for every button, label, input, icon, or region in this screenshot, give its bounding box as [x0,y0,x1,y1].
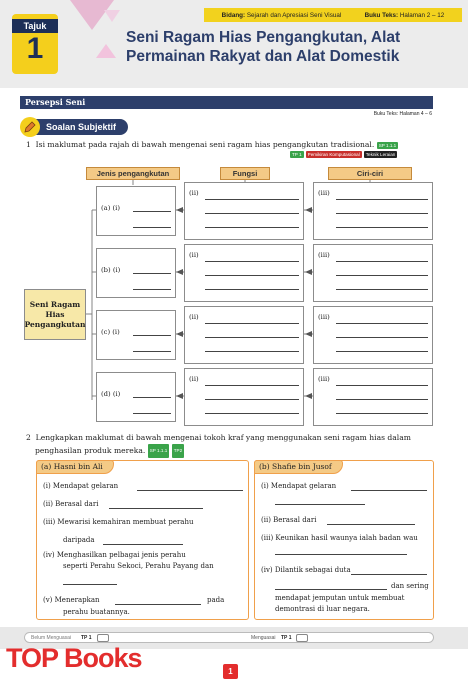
row-b-label: (b) (i) [101,266,121,274]
answer-line[interactable] [205,289,299,290]
a-item-3: (iii) Mewarisi kemahiran membuat perahu [43,518,194,526]
b-item-1: (i) Mendapat gelaran [261,482,337,490]
soalan-label: Soalan Subjektif [34,119,128,135]
answer-line[interactable] [336,227,428,228]
bidang-label: Bidang: [221,11,246,19]
panel-hasni [36,460,249,620]
mastery-strip [24,632,434,643]
b-item-4-cont1: mendapat jemputan untuk membuat [275,594,405,602]
answer-line[interactable] [275,504,365,505]
box-d-ciri [313,368,433,426]
a-item-4: (iv) Menghasilkan pelbagai jenis perahu [43,551,186,559]
answer-line[interactable] [351,574,427,575]
pencil-icon [20,117,40,137]
answer-line[interactable] [205,351,299,352]
a-item-5-pada: pada [207,596,225,604]
box-b-fungsi [184,244,304,302]
b-item-2: (ii) Berasal dari [261,516,317,524]
q2-number: 2 [26,433,31,442]
box-d-jenis [96,372,176,422]
q2-text-line-2: penghasilan produk mereka. [35,446,146,455]
answer-line[interactable] [336,385,428,386]
answer-line[interactable] [336,351,428,352]
b-item-4: (iv) Dilantik sebagai duta [261,566,351,574]
topbooks-logo [6,643,142,674]
question-2 [26,432,440,458]
answer-line[interactable] [205,227,299,228]
tag-teknik: Teknik Leraian [365,152,396,157]
ciri-label: (iii) [318,251,330,259]
answer-line[interactable] [351,490,427,491]
col-head-jenis: Jenis pengangkutan [86,167,180,180]
answer-line[interactable] [205,337,299,338]
answer-line[interactable] [336,337,428,338]
box-d-fungsi [184,368,304,426]
logo-top: TOP [6,643,59,673]
row-c-label: (c) (i) [101,328,120,336]
answer-line[interactable] [336,289,428,290]
box-c-ciri [313,306,433,364]
b-item-4-cont2: demontrasi di luar negara. [275,605,370,613]
title-line-2: Permainan Rakyat dan Alat Domestik [126,48,400,65]
chapter-label: Tajuk [12,19,58,33]
col-head-ciri: Ciri-ciri [328,167,412,180]
answer-line[interactable] [336,213,428,214]
q1-number: 1 [26,140,31,149]
q2-tp: TP2 [172,444,184,458]
answer-line[interactable] [205,385,299,386]
panel-shafie [254,460,434,620]
answer-line[interactable] [133,351,171,352]
belum-tp-label: TP 1 [81,635,92,641]
menguasai-checkbox[interactable] [296,634,308,642]
row-a-label: (a) (i) [101,204,120,212]
b-item-3: (iii) Keunikan hasil waunya ialah badan wau [261,534,418,542]
a-item-2: (ii) Berasal dari [43,500,99,508]
belum-checkbox[interactable] [97,634,109,642]
answer-line[interactable] [133,413,171,414]
tag-tp: TP 1 [292,152,302,157]
b-item-4-sering: dan sering [391,582,429,590]
section-buku-teks: Buku Teks: Halaman 4 – 6 [373,111,432,117]
root-line-3: Pengangkutan [24,319,86,329]
root-line-1: Seni Ragam [29,299,81,309]
fungsi-label: (ii) [189,375,199,383]
q2-text-line-1: Lengkapkan maklumat di bawah mengenai tokoh kraf yang menggunakan seni ragam hias dalam [35,433,411,442]
answer-line[interactable] [63,584,117,585]
answer-line[interactable] [336,275,428,276]
answer-line[interactable] [336,399,428,400]
bidang-value: Sejarah dan Apresiasi Seni Visual [246,11,342,19]
root-line-2: Hias [45,309,65,319]
a-item-4-cont: seperti Perahu Sekoci, Perahu Payang dan [63,562,214,570]
answer-line[interactable] [336,261,428,262]
logo-books: Books [64,643,142,673]
answer-line[interactable] [205,213,299,214]
menguasai-tp-label: TP 1 [281,635,292,641]
answer-line[interactable] [205,323,299,324]
answer-line[interactable] [205,199,299,200]
fungsi-label: (ii) [189,313,199,321]
answer-line[interactable] [133,273,171,274]
answer-line[interactable] [133,397,171,398]
q2-code: SP 1.1.1 [148,444,170,458]
answer-line[interactable] [205,261,299,262]
answer-line[interactable] [327,524,415,525]
panel-b-head: (b) Shafie bin Jusof [254,460,343,474]
box-b-jenis [96,248,176,298]
ciri-label: (iii) [318,189,330,197]
answer-line[interactable] [336,199,428,200]
answer-line[interactable] [133,227,171,228]
panel-a-head: (a) Hasni bin Ali [36,460,114,474]
box-a-fungsi [184,182,304,240]
box-a-ciri [313,182,433,240]
page-number: 1 [223,664,238,679]
col-head-fungsi: Fungsi [220,167,270,180]
ciri-label: (iii) [318,375,330,383]
a-item-5: (v) Menerapkan [43,596,100,604]
answer-line[interactable] [205,413,299,414]
chapter-number: 1 [26,32,44,65]
root-node [24,289,86,340]
box-c-fungsi [184,306,304,364]
a-item-5-cont: perahu buatannya. [63,608,130,616]
box-a-jenis [96,186,176,236]
answer-line[interactable] [115,604,201,605]
answer-line[interactable] [205,399,299,400]
answer-line[interactable] [336,323,428,324]
belum-menguasai-label: Belum Menguasai [31,635,72,641]
a-item-1: (i) Mendapat gelaran [43,482,119,490]
menguasai-label: Menguasai [251,635,276,641]
tag-pemikiran: Pemikiran Komputasional [307,152,360,157]
q1-text: Isi maklumat pada rajah di bawah mengenai seni ragam hias pengangkutan tradisional. [35,140,375,149]
q1-code: SP 1.1.1 [378,142,397,148]
fungsi-label: (ii) [189,189,199,197]
row-d-label: (d) (i) [101,390,121,398]
answer-line[interactable] [133,335,171,336]
answer-line[interactable] [133,289,171,290]
answer-line[interactable] [275,589,387,590]
section-title: Persepsi Seni [20,96,433,109]
answer-line[interactable] [109,508,203,509]
answer-line[interactable] [103,544,183,545]
box-c-jenis [96,310,176,360]
title-line-1: Seni Ragam Hias Pengangkutan, Alat [126,29,401,46]
a-item-3-cont: daripada [63,536,95,544]
fungsi-label: (ii) [189,251,199,259]
answer-line[interactable] [275,554,407,555]
ciri-label: (iii) [318,313,330,321]
buku-teks-label: Buku Teks: [364,11,399,19]
answer-line[interactable] [133,211,171,212]
answer-line[interactable] [205,275,299,276]
answer-line[interactable] [137,490,243,491]
box-b-ciri [313,244,433,302]
buku-teks-value: Halaman 2 – 12 [399,11,445,19]
answer-line[interactable] [336,413,428,414]
